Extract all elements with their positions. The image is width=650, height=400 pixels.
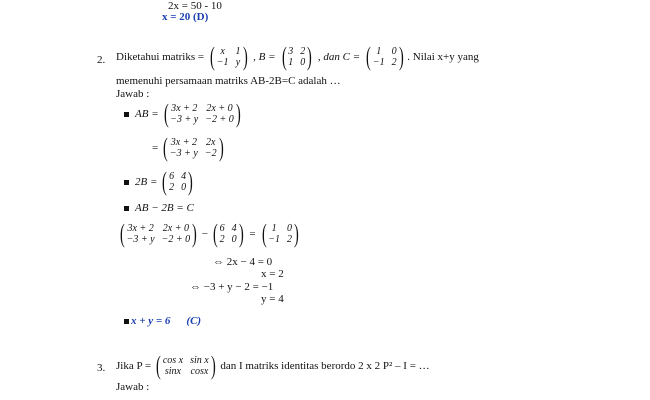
matrix-cell: 0 — [231, 234, 237, 245]
equals-sign: = — [249, 228, 256, 240]
matrix-c-cell: −1 — [372, 57, 385, 68]
step-4: y = 4 — [261, 293, 284, 305]
matrix-cell: −2 + 0 — [161, 234, 191, 245]
question-2-statement — [116, 42, 479, 71]
matrix-2b-repeat: ( 6 4 2 0 ) — [212, 219, 244, 248]
matrix-c-cell: 0 — [391, 46, 397, 57]
equals-sign: = — [152, 142, 159, 154]
matrix-p-cell: cosx — [190, 366, 209, 377]
ab-line — [124, 99, 242, 128]
question-2-intro: Diketahui matriks = — [116, 51, 205, 63]
matrix-2b-cell: 2 — [169, 182, 175, 193]
matrix-ab2-cell: −3 + y — [169, 148, 198, 159]
result-tag: (C) — [186, 315, 202, 327]
matrix-cell: −3 + y — [126, 234, 155, 245]
matrix-cell: 4 — [231, 223, 237, 234]
matrix-a: ( x 1 −1 y ) — [210, 42, 248, 71]
matrix-2b-cell: 4 — [181, 171, 187, 182]
matrix-a-cell: y — [235, 57, 241, 68]
matrix-cell: 0 — [286, 223, 292, 234]
matrix-c: ( 1 0 −1 2 ) — [366, 42, 404, 71]
bullet-icon — [124, 206, 129, 211]
question-3-jika: Jika P = — [116, 360, 152, 372]
matrix-ab-cell: 3x + 2 — [171, 103, 198, 114]
bullet-icon — [124, 112, 129, 117]
matrix-ab2-cell: 2x — [205, 137, 216, 148]
matrix-cell: −1 — [268, 234, 280, 245]
matrix-2b: ( 6 4 2 0 ) — [162, 167, 193, 196]
ab-label: AB = — [135, 108, 159, 120]
matrix-ab-cell: −2 + 0 — [205, 114, 234, 125]
question-2-number: 2. — [97, 54, 106, 66]
matrix-p-cell: sin x — [190, 355, 209, 366]
matrix-ab-cell: 2x + 0 — [206, 103, 233, 114]
matrix-2b-cell: 6 — [169, 171, 175, 182]
question-2-tail: . Nilai x+y yang — [407, 51, 479, 63]
top-line-2-answer: x = 20 (D) — [162, 11, 209, 23]
minus-sign: − — [201, 228, 208, 240]
bullet-icon — [124, 319, 129, 324]
equation-text: AB − 2B = C — [135, 202, 194, 214]
matrix-c-repeat: ( 1 0 −1 2 ) — [261, 219, 299, 248]
matrix-p: ( cos x sin x sinx cosx ) — [156, 351, 216, 380]
matrix-c-cell: 2 — [391, 57, 397, 68]
matrix-b-cell: 1 — [288, 57, 294, 68]
matrix-b-cell: 2 — [300, 46, 306, 57]
step-3: ⇔ −3 + y − 2 = −1 — [190, 281, 274, 293]
matrix-b-cell: 3 — [288, 46, 294, 57]
matrix-subtraction — [118, 219, 301, 248]
matrix-p-cell: sinx — [164, 366, 181, 377]
matrix-b: ( 3 2 1 0 ) — [281, 42, 312, 71]
matrix-cell: 2 — [286, 234, 292, 245]
question-3-rest: dan I matriks identitas berordo 2 x 2 P² – I = … — [220, 360, 430, 372]
result-text: x + y = 6 — [131, 315, 171, 327]
matrix-p-cell: cos x — [162, 355, 184, 366]
equation-line — [124, 202, 194, 214]
step-2: x = 2 — [261, 268, 284, 280]
matrix-a-cell: 1 — [235, 46, 241, 57]
step-1: ⇔ 2x − 4 = 0 — [213, 256, 273, 268]
matrix-2b-cell: 0 — [181, 182, 187, 193]
bullet-icon — [124, 180, 129, 185]
matrix-c-cell: 1 — [376, 46, 382, 57]
matrix-cell: 2 — [219, 234, 225, 245]
question-3-statement — [116, 351, 430, 380]
matrix-ab-full: ( 3x + 2 2x + 0 −3 + y −2 + 0 ) — [119, 219, 197, 248]
matrix-cell: 2x + 0 — [162, 223, 189, 234]
matrix-b-cell: 0 — [300, 57, 306, 68]
twob-line — [124, 167, 195, 196]
matrix-c-label: , dan C = — [317, 51, 361, 63]
matrix-cell: 6 — [219, 223, 225, 234]
matrix-cell: 3x + 2 — [127, 223, 154, 234]
matrix-ab: ( 3x + 2 2x + 0 −3 + y −2 + 0 ) — [163, 99, 241, 128]
matrix-ab-simplified: ( 3x + 2 2x −3 + y −2 ) — [163, 133, 224, 162]
top-line-1: 2x = 50 - 10 — [168, 0, 222, 12]
matrix-ab-cell: −3 + y — [170, 114, 199, 125]
question-3-jawab: Jawab : — [116, 381, 150, 393]
question-2-jawab: Jawab : — [116, 88, 150, 100]
matrix-cell: 1 — [271, 223, 277, 234]
matrix-ab2-cell: −2 — [204, 148, 217, 159]
matrix-ab2-cell: 3x + 2 — [170, 137, 197, 148]
matrix-a-cell: −1 — [216, 57, 229, 68]
question-3-number: 3. — [97, 362, 106, 374]
matrix-a-cell: x — [220, 46, 225, 57]
matrix-b-label: , B = — [253, 51, 276, 63]
question-2-line-2: memenuhi persamaan matriks AB-2B=C adalah … — [116, 75, 341, 87]
ab-simplified-line — [152, 133, 225, 162]
result-line — [124, 315, 201, 327]
twob-label: 2B = — [135, 176, 158, 188]
